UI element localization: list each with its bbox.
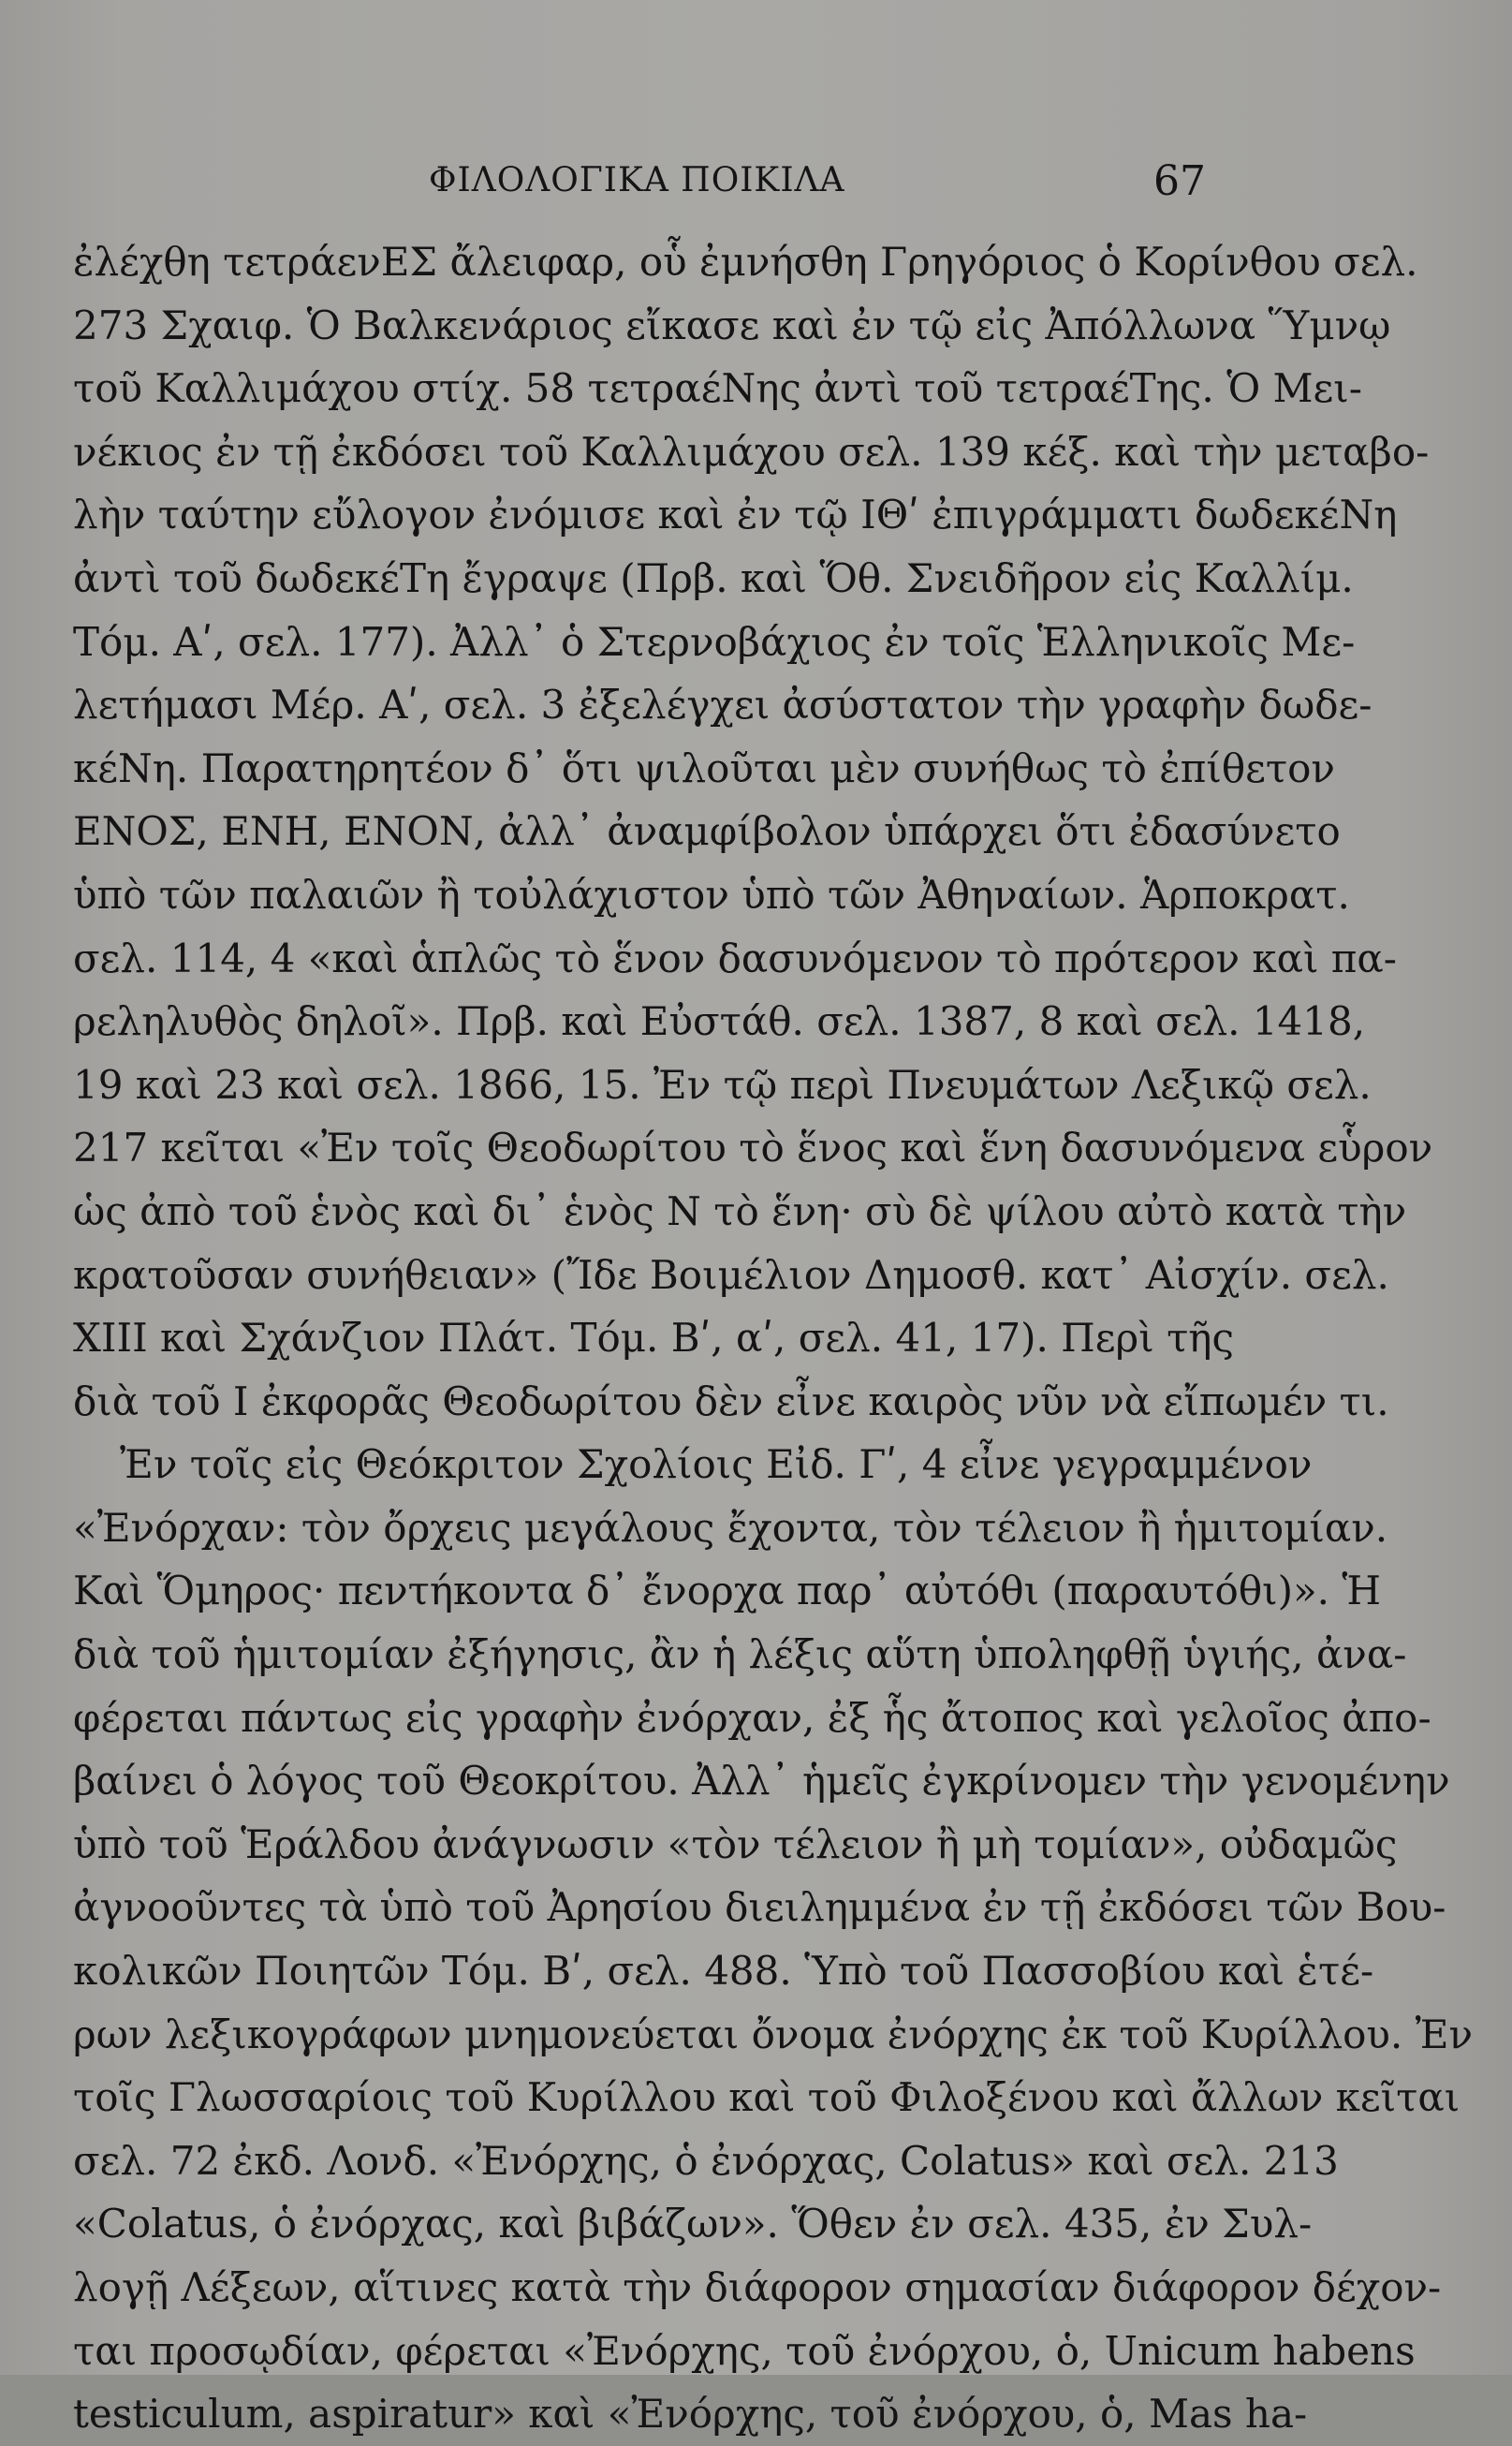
text-line: φέρεται πάντως εἰς γραφὴν ἐνόρχαν, ἐξ ἧς ἄτοπος καὶ γελοῖος ἀπο-	[73, 1694, 1431, 1741]
text-line: διὰ τοῦ Ι ἐκφορᾶς Θεοδωρίτου δὲν εἶνε καιρὸς νῦν νὰ εἴπωμέν τι.	[73, 1378, 1389, 1424]
text-line: ὑπὸ τῶν παλαιῶν ἢ τοὐλάχιστον ὑπὸ τῶν Ἀθηναίων. Ἁρποκρατ.	[73, 871, 1350, 918]
text-line: ὡς ἀπὸ τοῦ ἑνὸς καὶ δι᾿ ἑνὸς Ν τὸ ἕνη· σὺ δὲ ψίλου αὐτὸ κατὰ τὴν	[73, 1187, 1407, 1234]
text-line: βαίνει ὁ λόγος τοῦ Θεοκρίτου. Ἀλλ᾿ ἡμεῖς ἐγκρίνομεν τὴν γενομένην	[73, 1758, 1450, 1805]
running-title: ΦΙΛΟΛΟΓΙΚΑ ΠΟΙΚΙΛΑ	[429, 161, 845, 199]
body-text	[73, 230, 1473, 2446]
text-line: λὴν ταύτην εὔλογον ἐνόμισε καὶ ἐν τῷ ΙΘʹ ἐπιγράμματι δωδεκέΝη	[73, 492, 1398, 538]
text-line: λογῇ Λέξεων, αἵτινες κατὰ τὴν διάφορον σημασίαν διάφορον δέχον-	[73, 2264, 1442, 2310]
text-line: testiculum, aspiratur» καὶ «Ἐνόρχης, τοῦ ἐνόρχου, ὁ, Mas ha-	[73, 2391, 1308, 2438]
text-line: 217 κεῖται «Ἐν τοῖς Θεοδωρίτου τὸ ἕνος καὶ ἕνη δασυνόμενα εὗρον	[73, 1125, 1433, 1171]
text-line: κολικῶν Ποιητῶν Τόμ. Βʹ, σελ. 488. Ὑπὸ τοῦ Πασσοβίου καὶ ἑτέ-	[73, 1948, 1374, 1995]
text-line: Καὶ Ὅμηρος· πεντήκοντα δ᾿ ἔνορχα παρ᾿ αὐτόθι (παραυτόθι)». Ἡ	[73, 1568, 1382, 1614]
text-line: σελ. 114, 4 «καὶ ἁπλῶς τὸ ἕνον δασυνόμενον τὸ πρότερον καὶ πα-	[73, 935, 1397, 981]
text-line: ἐλέχθη τετράενΕΣ ἄλειφαρ, οὗ ἐμνήσθη Γρηγόριος ὁ Κορίνθου σελ.	[73, 239, 1418, 285]
text-line: ὑπὸ τοῦ Ἑράλδου ἀνάγνωσιν «τὸν τέλειον ἢ μὴ τομίαν», οὐδαμῶς	[73, 1820, 1398, 1867]
text-line: ἀγνοοῦντες τὰ ὑπὸ τοῦ Ἀρησίου διειλημμένα ἐν τῇ ἐκδόσει τῶν Βου-	[73, 1884, 1446, 1931]
text-line: ρεληλυθὸς δηλοῖ». Πρβ. καὶ Εὐστάθ. σελ. 1387, 8 καὶ σελ. 1418,	[73, 998, 1366, 1045]
text-line: τοῦ Καλλιμάχου στίχ. 58 τετραέΝης ἀντὶ τοῦ τετραέΤης. Ὁ Μει-	[73, 365, 1362, 412]
text-line: νέκιος ἐν τῇ ἐκδόσει τοῦ Καλλιμάχου σελ. 139 κέξ. καὶ τὴν μεταβο-	[73, 428, 1430, 475]
text-line: Τόμ. Αʹ, σελ. 177). Ἀλλ᾿ ὁ Στερνοβάχιος ἐν τοῖς Ἑλληνικοῖς Με-	[73, 618, 1356, 665]
text-line: ἀντὶ τοῦ δωδεκέΤη ἔγραψε (Πρβ. καὶ Ὅθ. Σνειδῆρον εἰς Καλλίμ.	[73, 554, 1354, 601]
text-line: 19 καὶ 23 καὶ σελ. 1866, 15. Ἐν τῷ περὶ Πνευμάτων Λεξικῷ σελ.	[73, 1061, 1372, 1108]
text-line: τοῖς Γλωσσαρίοις τοῦ Κυρίλλου καὶ τοῦ Φιλοξένου καὶ ἄλλων κεῖται	[73, 2074, 1461, 2121]
text-line: διὰ τοῦ ἡμιτομίαν ἐξήγησις, ἂν ἡ λέξις αὕτη ὑποληφθῇ ὑγιής, ἀνα-	[73, 1631, 1407, 1678]
text-line: κέΝη. Παρατηρητέον δ᾿ ὅτι ψιλοῦται μὲν συνήθως τὸ ἐπίθετον	[73, 744, 1335, 791]
text-line: «Colatus, ὁ ἐνόρχας, καὶ βιβάζων». Ὅθεν ἐν σελ. 435, ἐν Συλ-	[73, 2201, 1313, 2247]
text-line: ρων λεξικογράφων μνημονεύεται ὄνομα ἐνόρχης ἐκ τοῦ Κυρίλλου. Ἐν	[73, 2011, 1473, 2057]
page-number: 67	[1153, 157, 1206, 205]
text-line: «Ἐνόρχαν: τὸν ὄρχεις μεγάλους ἔχοντα, τὸν τέλειον ἢ ἡμιτομίαν.	[73, 1504, 1388, 1551]
text-line: κρατοῦσαν συνήθειαν» (Ἴδε Βοιμέλιον Δημοσθ. κατ᾿ Αἰσχίν. σελ.	[73, 1251, 1389, 1298]
text-line: σελ. 72 ἐκδ. Λονδ. «Ἐνόρχης, ὁ ἐνόρχας, Colatus» καὶ σελ. 213	[73, 2137, 1339, 2184]
text-line: ΕΝΟΣ, ΕΝΗ, ΕΝΟΝ, ἀλλ᾿ ἀναμφίβολον ὑπάρχει ὅτι ἐδασύνετο	[73, 808, 1341, 855]
text-line: Ἐν τοῖς εἰς Θεόκριτον Σχολίοις Εἰδ. Γʹ, 4 εἶνε γεγραμμένον	[120, 1441, 1313, 1488]
text-line: 273 Σχαιφ. Ὁ Βαλκενάριος εἴκασε καὶ ἐν τῷ εἰς Ἀπόλλωνα Ὕμνῳ	[73, 302, 1391, 348]
text-line: λετήμασι Μέρ. Αʹ, σελ. 3 ἐξελέγχει ἀσύστατον τὴν γραφὴν δωδε-	[73, 682, 1373, 729]
page-header	[73, 157, 1206, 210]
text-line: XIII καὶ Σχάνζιον Πλάτ. Τόμ. Βʹ, αʹ, σελ. 41, 17). Περὶ τῆς	[73, 1315, 1234, 1362]
text-line: ται προσῳδίαν, φέρεται «Ἐνόρχης, τοῦ ἐνόρχου, ὁ, Unicum habens	[73, 2327, 1416, 2374]
